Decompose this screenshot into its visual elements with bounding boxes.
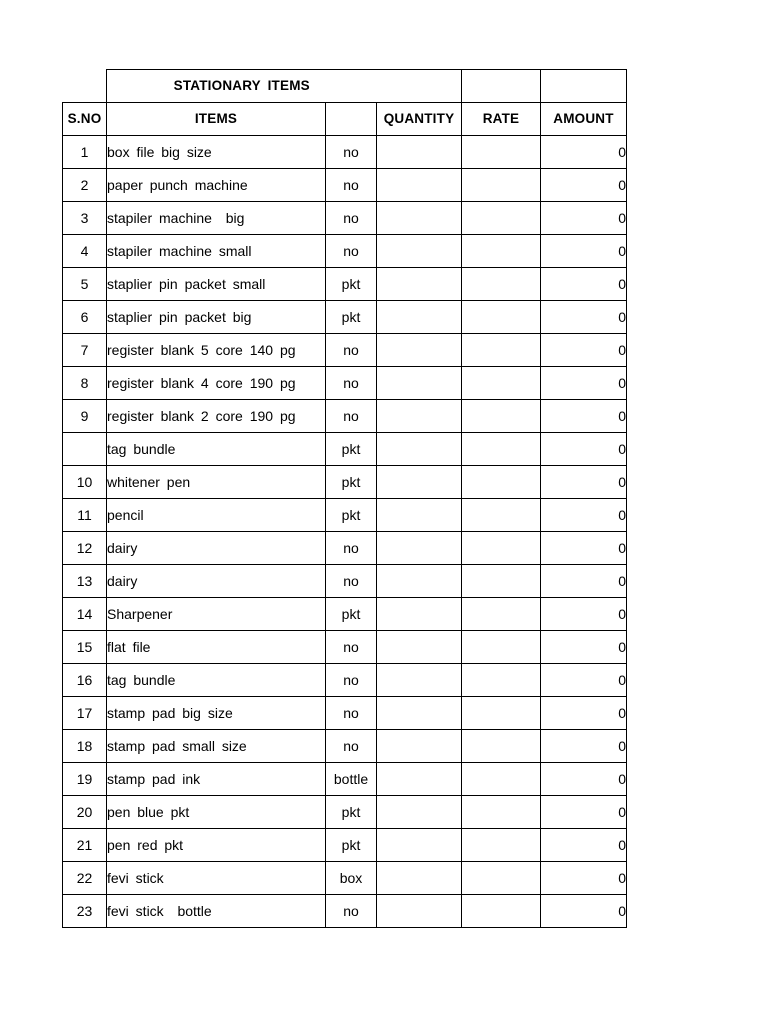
header-sno: S.NO (63, 103, 107, 136)
amount-cell: 0 (541, 697, 627, 730)
title-blank-cell (462, 70, 541, 103)
sno-cell: 8 (63, 367, 107, 400)
rate-cell[interactable] (462, 499, 541, 532)
unit-cell: no (326, 565, 377, 598)
sno-cell: 15 (63, 631, 107, 664)
rate-cell[interactable] (462, 301, 541, 334)
title-blank-cell (377, 70, 462, 103)
table-row (63, 532, 627, 565)
table-row (63, 730, 627, 763)
rate-cell[interactable] (462, 829, 541, 862)
quantity-cell[interactable] (377, 202, 462, 235)
rate-cell[interactable] (462, 730, 541, 763)
sno-cell: 2 (63, 169, 107, 202)
item-name-cell: stamp pad big size (107, 697, 326, 730)
amount-cell: 0 (541, 565, 627, 598)
amount-cell: 0 (541, 169, 627, 202)
item-name-cell: fevi stick bottle (107, 895, 326, 928)
item-name-cell: stapiler machine small (107, 235, 326, 268)
item-name-cell: pen blue pkt (107, 796, 326, 829)
unit-cell: pkt (326, 433, 377, 466)
quantity-cell[interactable] (377, 499, 462, 532)
sheet-title: STATIONARY ITEMS (107, 70, 377, 103)
title-blank-cell (541, 70, 627, 103)
rate-cell[interactable] (462, 367, 541, 400)
rate-cell[interactable] (462, 895, 541, 928)
unit-cell: pkt (326, 466, 377, 499)
amount-cell: 0 (541, 268, 627, 301)
rate-cell[interactable] (462, 763, 541, 796)
item-name-cell: tag bundle (107, 433, 326, 466)
stationary-items-table (62, 69, 627, 928)
rate-cell[interactable] (462, 466, 541, 499)
title-row (63, 70, 627, 103)
sno-cell: 17 (63, 697, 107, 730)
unit-cell: no (326, 367, 377, 400)
unit-cell: pkt (326, 796, 377, 829)
sno-cell: 22 (63, 862, 107, 895)
quantity-cell[interactable] (377, 664, 462, 697)
table-row (63, 829, 627, 862)
table-row (63, 169, 627, 202)
sno-cell (63, 433, 107, 466)
amount-cell: 0 (541, 730, 627, 763)
item-name-cell: dairy (107, 565, 326, 598)
quantity-cell[interactable] (377, 862, 462, 895)
rate-cell[interactable] (462, 532, 541, 565)
amount-cell: 0 (541, 235, 627, 268)
sno-cell: 4 (63, 235, 107, 268)
sno-cell: 14 (63, 598, 107, 631)
unit-cell: pkt (326, 268, 377, 301)
table-row (63, 400, 627, 433)
table-row (63, 598, 627, 631)
amount-cell: 0 (541, 829, 627, 862)
item-name-cell: box file big size (107, 136, 326, 169)
rate-cell[interactable] (462, 598, 541, 631)
header-row (63, 103, 627, 136)
header-amount: AMOUNT (541, 103, 627, 136)
item-name-cell: register blank 5 core 140 pg (107, 334, 326, 367)
header-items: ITEMS (107, 103, 326, 136)
quantity-cell[interactable] (377, 301, 462, 334)
quantity-cell[interactable] (377, 235, 462, 268)
table-row (63, 631, 627, 664)
amount-cell: 0 (541, 664, 627, 697)
quantity-cell[interactable] (377, 268, 462, 301)
sno-cell: 3 (63, 202, 107, 235)
rate-cell[interactable] (462, 664, 541, 697)
sno-cell: 16 (63, 664, 107, 697)
amount-cell: 0 (541, 367, 627, 400)
header-quantity: QUANTITY (377, 103, 462, 136)
item-name-cell: pen red pkt (107, 829, 326, 862)
unit-cell: pkt (326, 301, 377, 334)
sno-cell: 19 (63, 763, 107, 796)
sno-cell: 5 (63, 268, 107, 301)
unit-cell: box (326, 862, 377, 895)
item-name-cell: whitener pen (107, 466, 326, 499)
unit-cell: pkt (326, 598, 377, 631)
quantity-cell[interactable] (377, 895, 462, 928)
table-row (63, 334, 627, 367)
rate-cell[interactable] (462, 334, 541, 367)
item-name-cell: register blank 2 core 190 pg (107, 400, 326, 433)
amount-cell: 0 (541, 433, 627, 466)
amount-cell: 0 (541, 202, 627, 235)
quantity-cell[interactable] (377, 829, 462, 862)
table-row (63, 895, 627, 928)
table-row (63, 565, 627, 598)
table-row (63, 202, 627, 235)
title-blank-cell (63, 70, 107, 103)
rate-cell[interactable] (462, 235, 541, 268)
unit-cell: no (326, 235, 377, 268)
item-name-cell: pencil (107, 499, 326, 532)
quantity-cell[interactable] (377, 631, 462, 664)
quantity-cell[interactable] (377, 400, 462, 433)
quantity-cell[interactable] (377, 367, 462, 400)
rate-cell[interactable] (462, 631, 541, 664)
unit-cell: no (326, 697, 377, 730)
table-row (63, 235, 627, 268)
table-row (63, 433, 627, 466)
unit-cell: no (326, 136, 377, 169)
item-name-cell: dairy (107, 532, 326, 565)
sno-cell: 13 (63, 565, 107, 598)
amount-cell: 0 (541, 400, 627, 433)
quantity-cell[interactable] (377, 433, 462, 466)
item-name-cell: register blank 4 core 190 pg (107, 367, 326, 400)
table-row (63, 466, 627, 499)
amount-cell: 0 (541, 796, 627, 829)
sno-cell: 10 (63, 466, 107, 499)
unit-cell: no (326, 730, 377, 763)
table-row (63, 862, 627, 895)
quantity-cell[interactable] (377, 565, 462, 598)
unit-cell: pkt (326, 829, 377, 862)
table-row (63, 301, 627, 334)
quantity-cell[interactable] (377, 466, 462, 499)
unit-cell: no (326, 664, 377, 697)
table-row (63, 697, 627, 730)
sno-cell: 9 (63, 400, 107, 433)
sno-cell: 11 (63, 499, 107, 532)
item-name-cell: staplier pin packet small (107, 268, 326, 301)
sno-cell: 12 (63, 532, 107, 565)
quantity-cell[interactable] (377, 334, 462, 367)
table-row (63, 136, 627, 169)
amount-cell: 0 (541, 136, 627, 169)
amount-cell: 0 (541, 466, 627, 499)
sno-cell: 18 (63, 730, 107, 763)
table-row (63, 499, 627, 532)
quantity-cell[interactable] (377, 136, 462, 169)
rate-cell[interactable] (462, 169, 541, 202)
sno-cell: 7 (63, 334, 107, 367)
sno-cell: 20 (63, 796, 107, 829)
rate-cell[interactable] (462, 268, 541, 301)
sno-cell: 1 (63, 136, 107, 169)
quantity-cell[interactable] (377, 532, 462, 565)
rate-cell[interactable] (462, 796, 541, 829)
table-row (63, 268, 627, 301)
unit-cell: bottle (326, 763, 377, 796)
quantity-cell[interactable] (377, 697, 462, 730)
sno-cell: 6 (63, 301, 107, 334)
table-row (63, 367, 627, 400)
quantity-cell[interactable] (377, 598, 462, 631)
unit-cell: no (326, 631, 377, 664)
amount-cell: 0 (541, 862, 627, 895)
item-name-cell: stamp pad small size (107, 730, 326, 763)
item-name-cell: paper punch machine (107, 169, 326, 202)
item-name-cell: stapiler machine big (107, 202, 326, 235)
item-name-cell: flat file (107, 631, 326, 664)
quantity-cell[interactable] (377, 169, 462, 202)
unit-cell: no (326, 334, 377, 367)
rate-cell[interactable] (462, 433, 541, 466)
rate-cell[interactable] (462, 565, 541, 598)
item-name-cell: Sharpener (107, 598, 326, 631)
amount-cell: 0 (541, 334, 627, 367)
amount-cell: 0 (541, 532, 627, 565)
unit-cell: no (326, 202, 377, 235)
amount-cell: 0 (541, 301, 627, 334)
header-rate: RATE (462, 103, 541, 136)
amount-cell: 0 (541, 763, 627, 796)
header-unit (326, 103, 377, 136)
sno-cell: 21 (63, 829, 107, 862)
rate-cell[interactable] (462, 862, 541, 895)
amount-cell: 0 (541, 895, 627, 928)
amount-cell: 0 (541, 598, 627, 631)
unit-cell: pkt (326, 499, 377, 532)
rate-cell[interactable] (462, 697, 541, 730)
unit-cell: no (326, 400, 377, 433)
item-name-cell: fevi stick (107, 862, 326, 895)
rate-cell[interactable] (462, 202, 541, 235)
quantity-cell[interactable] (377, 763, 462, 796)
unit-cell: no (326, 895, 377, 928)
item-name-cell: stamp pad ink (107, 763, 326, 796)
unit-cell: no (326, 169, 377, 202)
unit-cell: no (326, 532, 377, 565)
table-row (63, 664, 627, 697)
rate-cell[interactable] (462, 400, 541, 433)
quantity-cell[interactable] (377, 730, 462, 763)
sno-cell: 23 (63, 895, 107, 928)
table-row (63, 796, 627, 829)
amount-cell: 0 (541, 499, 627, 532)
table-row (63, 763, 627, 796)
quantity-cell[interactable] (377, 796, 462, 829)
rate-cell[interactable] (462, 136, 541, 169)
item-name-cell: staplier pin packet big (107, 301, 326, 334)
item-name-cell: tag bundle (107, 664, 326, 697)
amount-cell: 0 (541, 631, 627, 664)
